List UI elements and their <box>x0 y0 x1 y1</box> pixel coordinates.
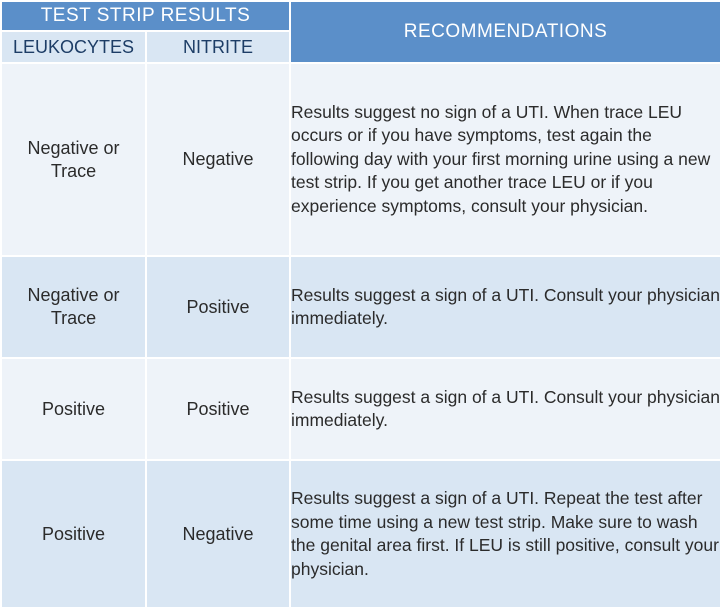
recommendations-header: RECOMMENDATIONS <box>290 1 720 63</box>
table-row <box>1 63 720 256</box>
nitrite-cell: Positive <box>146 256 290 358</box>
test-strip-results-header: TEST STRIP RESULTS <box>1 1 290 31</box>
nitrite-cell: Negative <box>146 63 290 256</box>
recommendation-cell: Results suggest a sign of a UTI. Repeat the test after some time using a new test strip. Make sure to wash the genital area first. If LEU is still positive, consult your physician. <box>290 460 720 608</box>
recommendation-cell: Results suggest a sign of a UTI. Consult your physician immediately. <box>290 256 720 358</box>
nitrite-cell: Negative <box>146 460 290 608</box>
leukocytes-cell: Positive <box>1 460 146 608</box>
table-row <box>1 460 720 608</box>
table-row <box>1 358 720 460</box>
header-row-top <box>1 1 720 31</box>
table-header <box>1 1 720 63</box>
nitrite-cell: Positive <box>146 358 290 460</box>
recommendation-cell: Results suggest a sign of a UTI. Consult your physician immediately. <box>290 358 720 460</box>
leukocytes-cell <box>1 63 146 256</box>
nitrite-header: NITRITE <box>146 31 290 63</box>
recommendation-cell: Results suggest no sign of a UTI. When trace LEU occurs or if you have symptoms, test again the following day with your first morning urine using a new test strip. If you get another trace LEU or if you experience symptoms, consult your physician. <box>290 63 720 256</box>
table-body <box>1 63 720 608</box>
leukocytes-header: LEUKOCYTES <box>1 31 146 63</box>
leukocytes-value: Negative or Trace <box>27 285 120 328</box>
leukocytes-cell <box>1 256 146 358</box>
leukocytes-cell: Positive <box>1 358 146 460</box>
table-row <box>1 256 720 358</box>
leukocytes-value: Negative or Trace <box>27 137 120 181</box>
